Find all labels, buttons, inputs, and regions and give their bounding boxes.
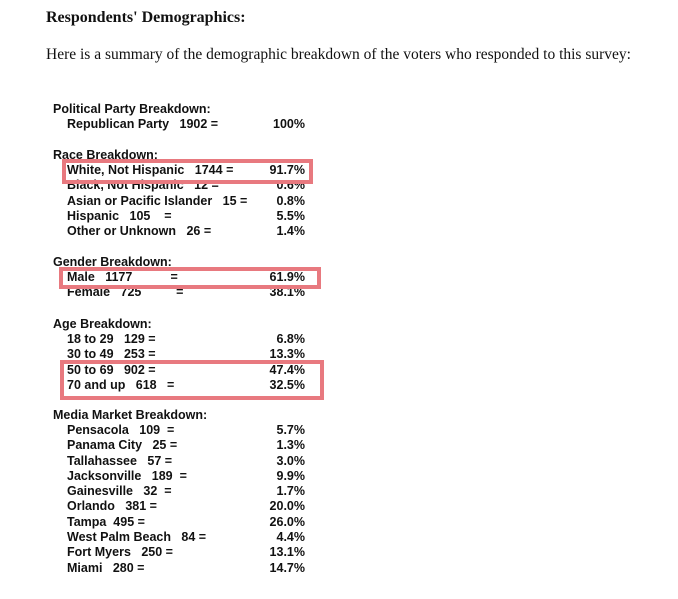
row-percent: 32.5% — [269, 377, 305, 392]
row-label: White, Not Hispanic 1744 = — [67, 163, 234, 177]
table-row — [53, 193, 305, 209]
row-label: Other or Unknown 26 = — [67, 224, 212, 239]
row-percent: 61.9% — [269, 270, 305, 284]
section-title: Political Party Breakdown: — [53, 102, 211, 116]
section-political-party — [53, 102, 305, 132]
row-percent: 6.8% — [276, 332, 305, 346]
row-label: Jacksonville 189 = — [67, 468, 187, 483]
row-percent: 91.7% — [269, 163, 305, 177]
table-row — [53, 332, 305, 347]
table-row — [53, 208, 305, 224]
row-percent: 5.7% — [276, 423, 305, 437]
row-percent: 0.8% — [276, 193, 305, 208]
table-row — [53, 545, 305, 560]
row-label: Fort Myers 250 = — [67, 545, 173, 560]
row-percent: 20.0% — [269, 499, 305, 514]
highlight-box-male — [59, 267, 321, 289]
row-percent: 38.1% — [269, 285, 305, 300]
row-percent: 5.5% — [276, 208, 305, 223]
row-label: 50 to 69 902 = — [67, 362, 156, 377]
table-row — [53, 514, 305, 530]
table-row — [53, 423, 305, 438]
table-row — [53, 530, 305, 545]
page-heading: Respondents' Demographics: — [46, 9, 246, 26]
row-percent: 4.4% — [276, 530, 305, 545]
row-label: 30 to 49 253 = — [67, 347, 156, 362]
highlight-box-age-50-plus — [60, 360, 324, 400]
row-label: 18 to 29 129 = — [67, 332, 156, 346]
row-label: Miami 280 = — [67, 560, 145, 575]
table-row — [53, 468, 305, 484]
section-title: Media Market Breakdown: — [53, 408, 208, 422]
row-percent: 9.9% — [276, 468, 305, 483]
section-media-market — [53, 408, 305, 576]
row-percent: 3.0% — [276, 453, 305, 468]
row-percent: 13.3% — [269, 347, 305, 362]
table-row — [53, 560, 305, 576]
row-percent: 1.4% — [276, 224, 305, 239]
row-label: 70 and up 618 = — [67, 377, 175, 392]
table-row — [53, 484, 305, 499]
section-title: Gender Breakdown: — [53, 255, 172, 269]
table-row — [53, 499, 305, 514]
row-percent: 13.1% — [269, 545, 305, 560]
section-title: Race Breakdown: — [53, 148, 158, 162]
table-row — [53, 438, 305, 453]
row-label: Panama City 25 = — [67, 438, 178, 453]
row-label: Asian or Pacific Islander 15 = — [67, 193, 248, 208]
row-percent: 1.7% — [276, 484, 305, 499]
row-percent: 47.4% — [269, 362, 305, 377]
row-label: Black, Not Hispanic 12 = — [67, 178, 219, 193]
table-row — [53, 224, 305, 239]
row-label: Orlando 381 = — [67, 499, 157, 514]
row-label: Tallahassee 57 = — [67, 453, 173, 468]
row-label: Hispanic 105 = — [67, 208, 172, 223]
section-title: Age Breakdown: — [53, 317, 152, 331]
row-percent: 14.7% — [269, 560, 305, 575]
row-label: West Palm Beach 84 = — [67, 530, 207, 545]
row-percent: 100% — [273, 117, 305, 131]
row-label: Gainesville 32 = — [67, 484, 172, 499]
row-percent: 1.3% — [276, 438, 305, 453]
table-row — [53, 453, 305, 469]
table-row — [53, 117, 305, 132]
row-label: Tampa 495 = — [67, 514, 145, 529]
highlight-box-white-not-hispanic — [62, 159, 313, 184]
row-label: Male 1177 = — [67, 270, 178, 284]
row-percent: 26.0% — [269, 514, 305, 529]
intro-text: Here is a summary of the demographic breakdown of the voters who responded to this survey: — [46, 46, 631, 63]
row-label: Republican Party 1902 = — [67, 117, 219, 131]
row-label: Pensacola 109 = — [67, 423, 175, 437]
row-percent: 0.6% — [276, 178, 305, 193]
row-label: Female 725 = — [67, 285, 184, 300]
